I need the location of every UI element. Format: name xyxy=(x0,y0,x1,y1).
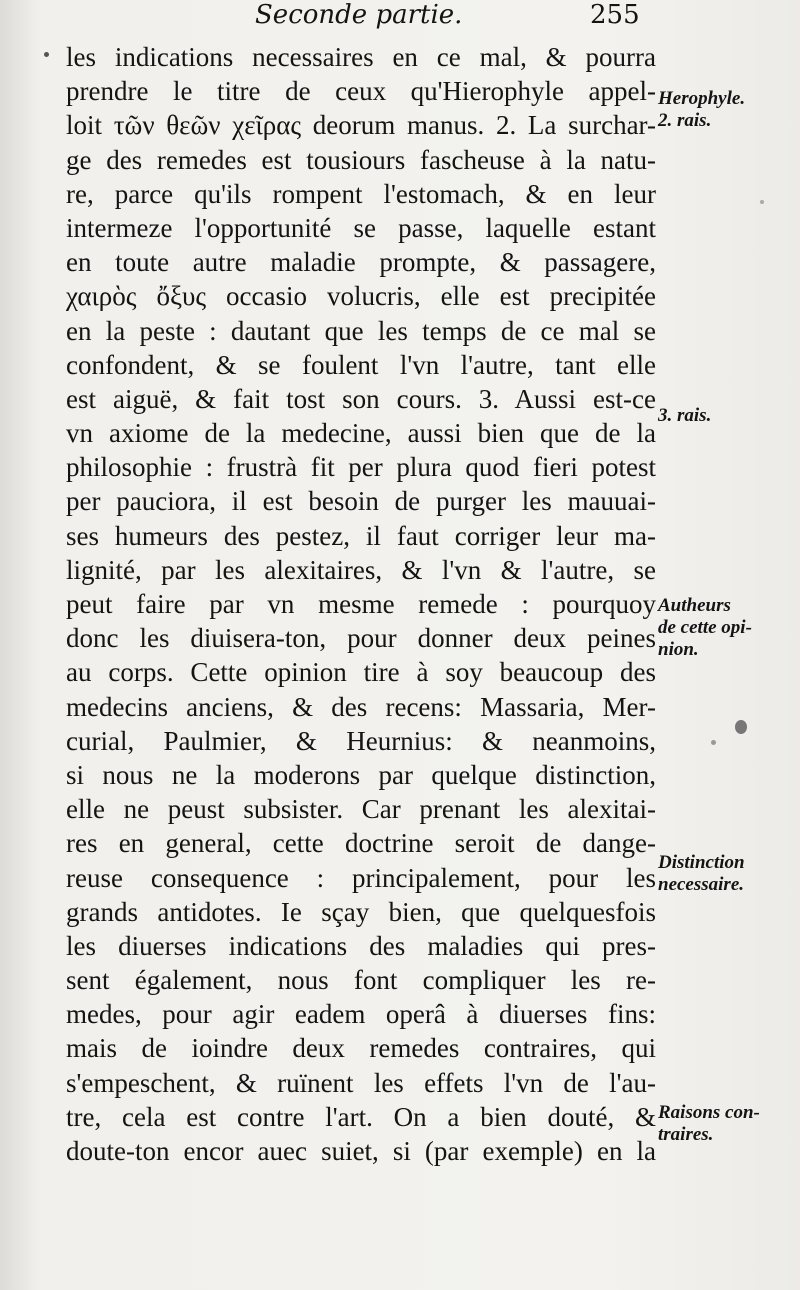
page-header xyxy=(255,0,675,36)
margin-note-line: Herophyle. xyxy=(658,88,746,109)
text-line: philosophie : frustrà fit per plura quod fieri potest xyxy=(66,452,656,483)
text-line: mais de ioindre deux remedes contraires, qui xyxy=(66,1033,656,1064)
margin-note-line: 3. rais. xyxy=(658,405,712,426)
text-line: grands antidotes. Ie sçay bien, que quelquesfois xyxy=(66,896,656,927)
ink-speck xyxy=(760,200,764,204)
margin-note-contrary-reasons xyxy=(658,1102,760,1146)
text-line: tre, cela est contre l'art. On a bien douté, & xyxy=(66,1101,656,1132)
text-line: loit τῶν θεῶν χεῖρας deorum manus. 2. La surchar- xyxy=(66,110,656,141)
margin-note-authors xyxy=(658,595,752,661)
text-line: les diuerses indications des maladies qui pres- xyxy=(66,930,656,961)
text-line: curial, Paulmier, & Heurnius: & neanmoins, xyxy=(66,725,656,756)
margin-note-distinction xyxy=(658,852,745,896)
text-line: doute-ton encor auec suiet, si (par exemple) en la xyxy=(66,1136,656,1166)
text-line: res en general, cette doctrine seroit de dange- xyxy=(66,828,656,859)
margin-note-line: traires. xyxy=(658,1124,714,1145)
text-line: en la peste : dautant que les temps de ce mal se xyxy=(66,315,656,346)
page-number: 255 xyxy=(590,0,640,30)
margin-note-herophyle xyxy=(658,88,745,132)
text-line: prendre le titre de ceux qu'Hierophyle appel- xyxy=(66,76,656,107)
text-line: confondent, & se foulent l'vn l'autre, tant elle xyxy=(66,349,656,380)
text-line: per pauciora, il est besoin de purger les mauuai- xyxy=(66,486,656,517)
text-line: elle ne peust subsister. Car prenant les alexitai- xyxy=(66,794,656,825)
text-line: au corps. Cette opinion tire à soy beaucoup des xyxy=(66,657,656,688)
margin-note-line: Distinction xyxy=(658,852,745,873)
text-line: lignité, par les alexitaires, & l'vn & l'autre, se xyxy=(66,554,656,585)
text-line: si nous ne la moderons par quelque distinction, xyxy=(66,759,656,790)
margin-note-line: 2. rais. xyxy=(658,110,712,131)
margin-note-third-reason xyxy=(658,405,711,427)
margin-note-line: de cette opi- xyxy=(658,617,752,638)
ink-speck xyxy=(735,720,747,734)
running-title: Seconde partie. xyxy=(255,0,463,30)
margin-note-line: Autheurs xyxy=(658,595,731,616)
ink-speck xyxy=(44,52,49,57)
text-line: medes, pour agir eadem operâ à diuerses fins: xyxy=(66,999,656,1030)
text-line: est aiguë, & fait tost son cours. 3. Aussi est-ce xyxy=(66,383,656,414)
text-line: ses humeurs des pestez, il faut corriger leur ma- xyxy=(66,520,656,551)
text-line: intermeze l'opportunité se passe, laquelle estant xyxy=(66,212,656,243)
margin-note-line: nion. xyxy=(658,639,699,660)
text-line: χαιρὸς ὄξυς occasio volucris, elle est precipitée xyxy=(66,281,656,312)
margin-note-line: Raisons con- xyxy=(658,1102,760,1123)
text-line: s'empeschent, & ruïnent les effets l'vn de l'au- xyxy=(66,1067,656,1098)
ink-speck xyxy=(711,740,716,745)
text-line: peut faire par vn mesme remede : pourquoy xyxy=(66,589,656,619)
text-line: medecins anciens, & des recens: Massaria, Mer- xyxy=(66,691,656,722)
text-line: en toute autre maladie prompte, & passagere, xyxy=(66,247,656,278)
text-line: donc les diuisera-ton, pour donner deux peines xyxy=(66,623,656,654)
text-line: reuse consequence : principalement, pour les xyxy=(66,862,656,893)
text-line: les indications necessaires en ce mal, & pourra xyxy=(66,42,656,72)
text-line: re, parce qu'ils rompent l'estomach, & en leur xyxy=(66,178,656,209)
body-text xyxy=(66,40,656,1168)
margin-note-line: necessaire. xyxy=(658,874,745,895)
text-line: vn axiome de la medecine, aussi bien que de la xyxy=(66,418,656,449)
text-line: ge des remedes est tousiours fascheuse à la natu- xyxy=(66,144,656,175)
text-line: sent également, nous font compliquer les re- xyxy=(66,965,656,996)
